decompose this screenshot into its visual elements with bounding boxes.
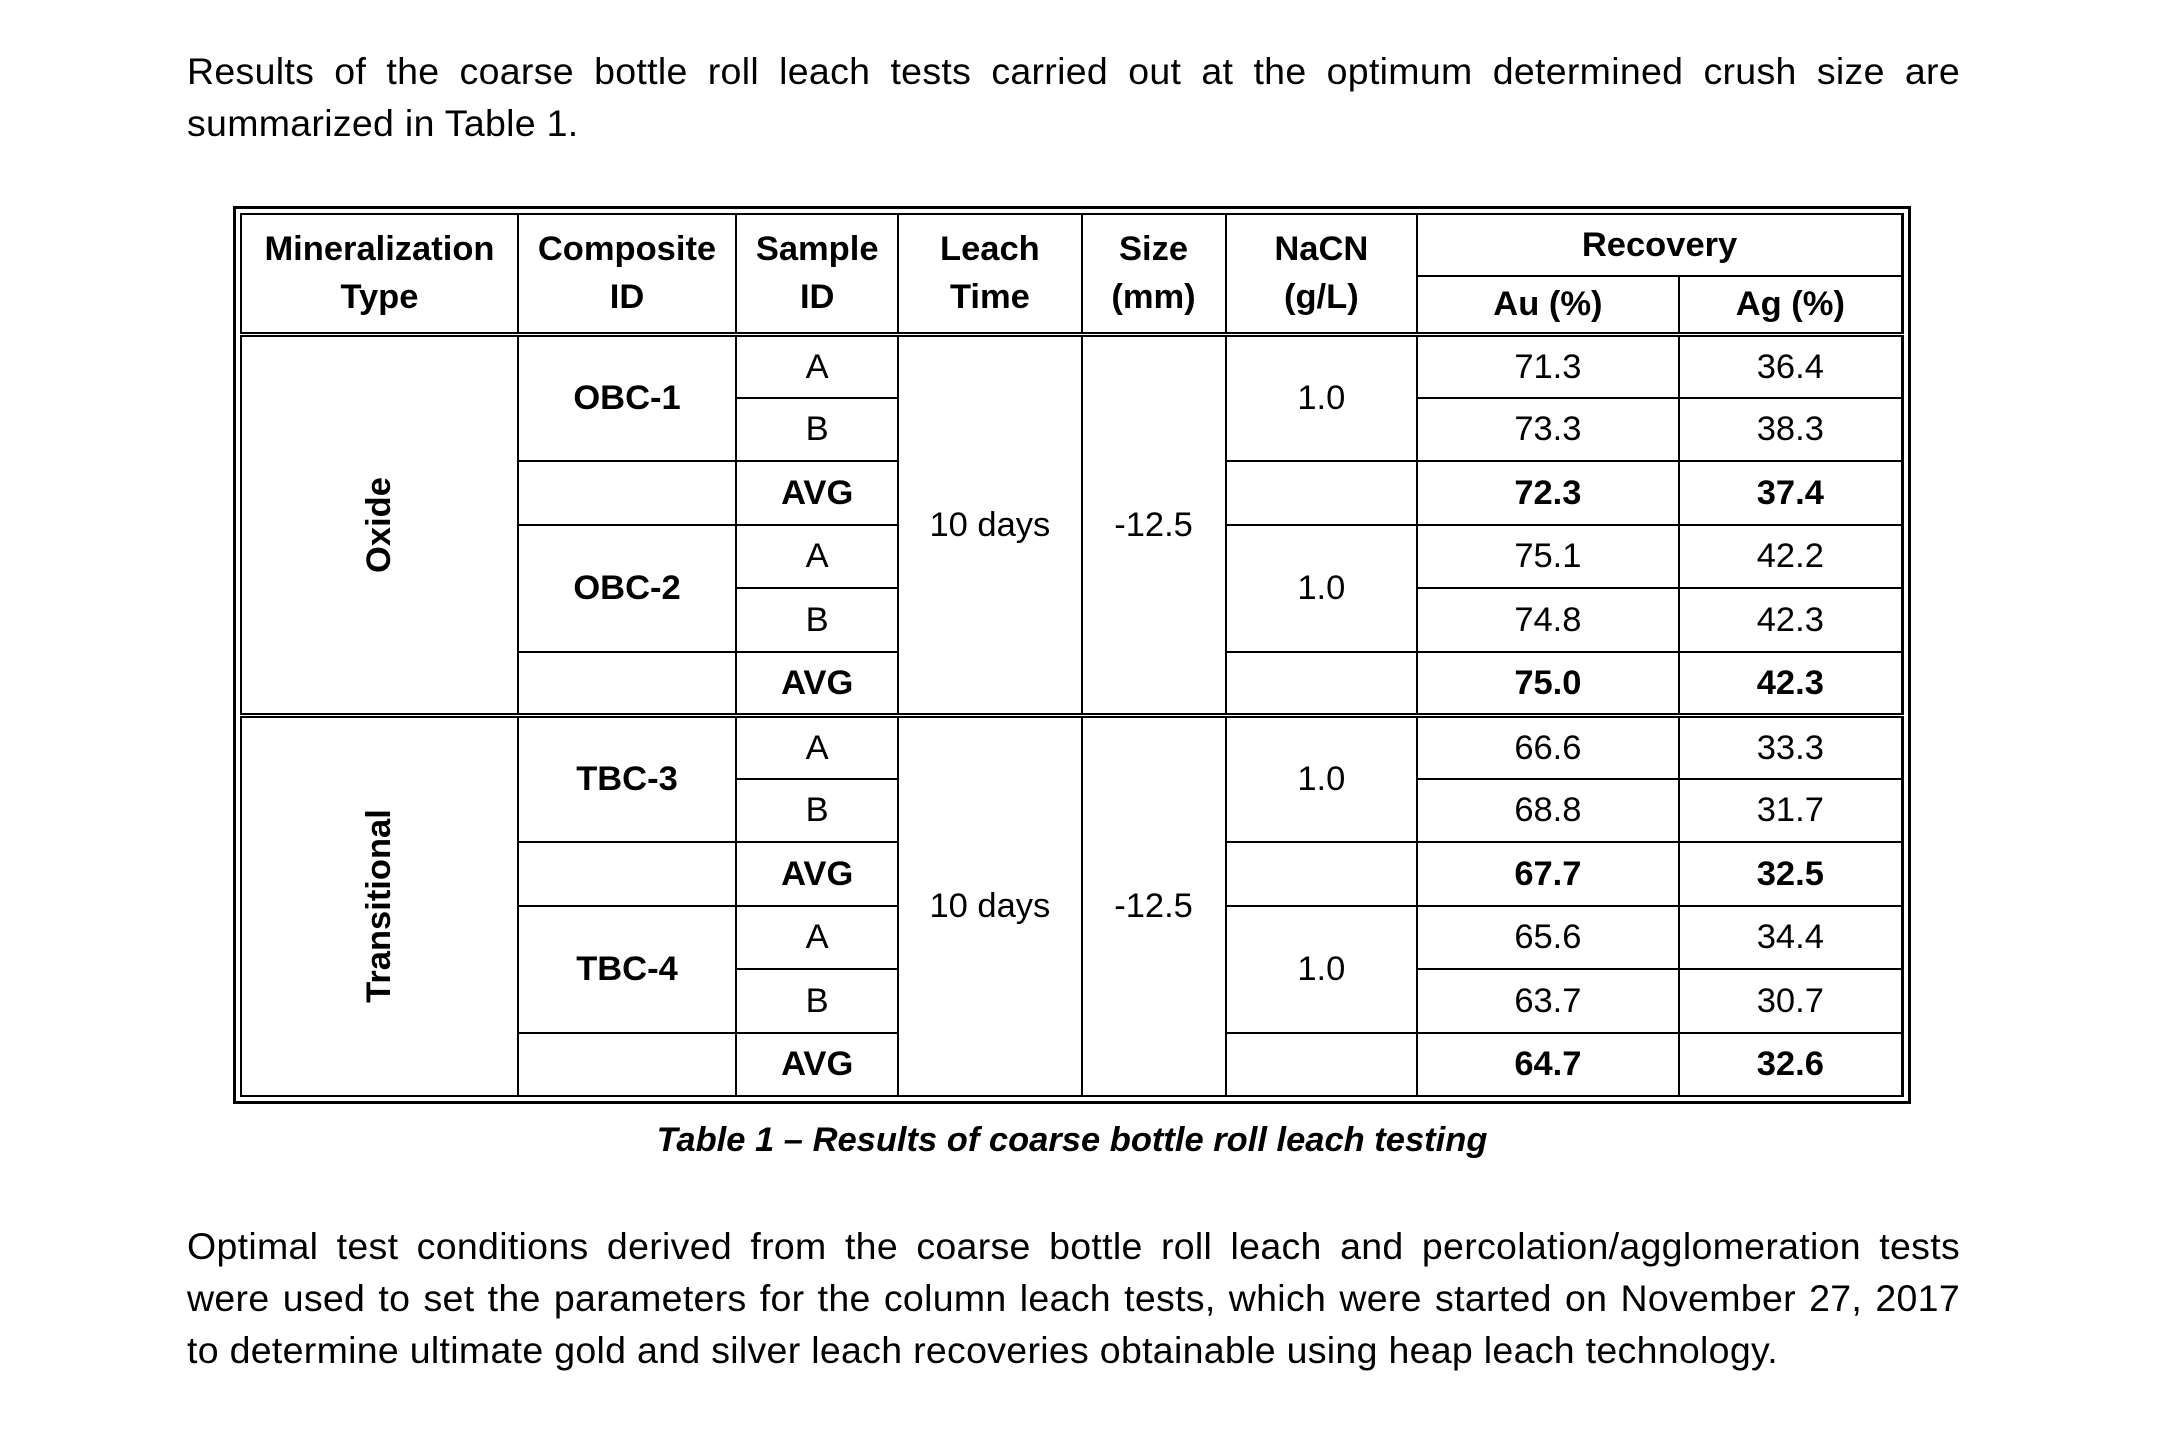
au-cell: 71.3 <box>1417 334 1679 398</box>
au-avg-cell: 67.7 <box>1417 842 1679 906</box>
header-au: Au (%) <box>1417 276 1679 334</box>
ag-avg-cell: 32.6 <box>1679 1033 1903 1097</box>
group-transitional <box>241 715 1903 1096</box>
header-ag: Ag (%) <box>1679 276 1903 334</box>
header-composite-id: Composite ID <box>518 214 736 334</box>
table-caption: Table 1 – Results of coarse bottle roll leach testing <box>656 1121 1488 1159</box>
leach-time-cell: 10 days <box>898 715 1081 1096</box>
ag-cell: 38.3 <box>1679 398 1903 462</box>
closing-paragraph: Optimal test conditions derived from the coarse bottle roll leach and percolation/agglomeration tests were used to set the parameters for the column leach tests, which were started on November 27, 2017 to determine ultimate gold and silver leach recoveries obtainable using heap leach technology. <box>187 1225 1960 1371</box>
nacn-cell: 1.0 <box>1226 906 1418 1033</box>
au-avg-cell: 64.7 <box>1417 1033 1679 1097</box>
au-cell: 63.7 <box>1417 969 1679 1033</box>
ag-cell: 42.2 <box>1679 525 1903 589</box>
ag-cell: 30.7 <box>1679 969 1903 1033</box>
sample-id-cell: B <box>736 779 898 843</box>
composite-id-empty-cell <box>518 1033 736 1097</box>
sample-id-cell: A <box>736 334 898 398</box>
ag-cell: 34.4 <box>1679 906 1903 970</box>
mineralization-type-cell <box>241 334 518 715</box>
nacn-cell: 1.0 <box>1226 525 1418 652</box>
au-cell: 75.1 <box>1417 525 1679 589</box>
ag-avg-cell: 32.5 <box>1679 842 1903 906</box>
composite-id-empty-cell <box>518 652 736 716</box>
ag-avg-cell: 37.4 <box>1679 461 1903 525</box>
size-cell: -12.5 <box>1082 334 1226 715</box>
ag-cell: 33.3 <box>1679 715 1903 779</box>
au-cell: 65.6 <box>1417 906 1679 970</box>
sample-id-avg-cell: AVG <box>736 1033 898 1097</box>
group-oxide <box>241 334 1903 715</box>
composite-id-empty-cell <box>518 842 736 906</box>
sample-id-cell: B <box>736 398 898 462</box>
header-recovery: Recovery <box>1417 214 1902 276</box>
au-avg-cell: 75.0 <box>1417 652 1679 716</box>
header-nacn: NaCN (g/L) <box>1226 214 1418 334</box>
composite-id-empty-cell <box>518 461 736 525</box>
header-mineralization-type: Mineralization Type <box>241 214 518 334</box>
nacn-empty-cell <box>1226 1033 1418 1097</box>
composite-id-cell: OBC-1 <box>518 334 736 461</box>
au-cell: 66.6 <box>1417 715 1679 779</box>
size-cell: -12.5 <box>1082 715 1226 1096</box>
sample-id-cell: B <box>736 588 898 652</box>
composite-id-cell: TBC-3 <box>518 715 736 842</box>
mineralization-type-cell <box>241 715 518 1096</box>
nacn-cell: 1.0 <box>1226 334 1418 461</box>
results-table <box>240 213 1904 1097</box>
header-size: Size (mm) <box>1082 214 1226 334</box>
leach-time-cell: 10 days <box>898 334 1081 715</box>
composite-id-cell: TBC-4 <box>518 906 736 1033</box>
ag-cell: 31.7 <box>1679 779 1903 843</box>
header-sample-id: Sample ID <box>736 214 898 334</box>
nacn-cell: 1.0 <box>1226 715 1418 842</box>
composite-id-cell: OBC-2 <box>518 525 736 652</box>
mineralization-type-label: Oxide <box>360 476 399 573</box>
sample-id-avg-cell: AVG <box>736 842 898 906</box>
au-cell: 74.8 <box>1417 588 1679 652</box>
results-table-frame <box>233 206 1911 1104</box>
sample-id-avg-cell: AVG <box>736 461 898 525</box>
ag-cell: 36.4 <box>1679 334 1903 398</box>
ag-avg-cell: 42.3 <box>1679 652 1903 716</box>
sample-id-cell: A <box>736 906 898 970</box>
sample-id-avg-cell: AVG <box>736 652 898 716</box>
header-leach-time: Leach Time <box>898 214 1081 334</box>
sample-id-cell: A <box>736 715 898 779</box>
nacn-empty-cell <box>1226 461 1418 525</box>
sample-id-cell: B <box>736 969 898 1033</box>
nacn-empty-cell <box>1226 842 1418 906</box>
intro-paragraph: Results of the coarse bottle roll leach tests carried out at the optimum determined crush size are summarized in Table 1. <box>187 50 1960 144</box>
au-avg-cell: 72.3 <box>1417 461 1679 525</box>
mineralization-type-label: Transitional <box>360 809 399 1004</box>
au-cell: 68.8 <box>1417 779 1679 843</box>
ag-cell: 42.3 <box>1679 588 1903 652</box>
sample-id-cell: A <box>736 525 898 589</box>
nacn-empty-cell <box>1226 652 1418 716</box>
au-cell: 73.3 <box>1417 398 1679 462</box>
